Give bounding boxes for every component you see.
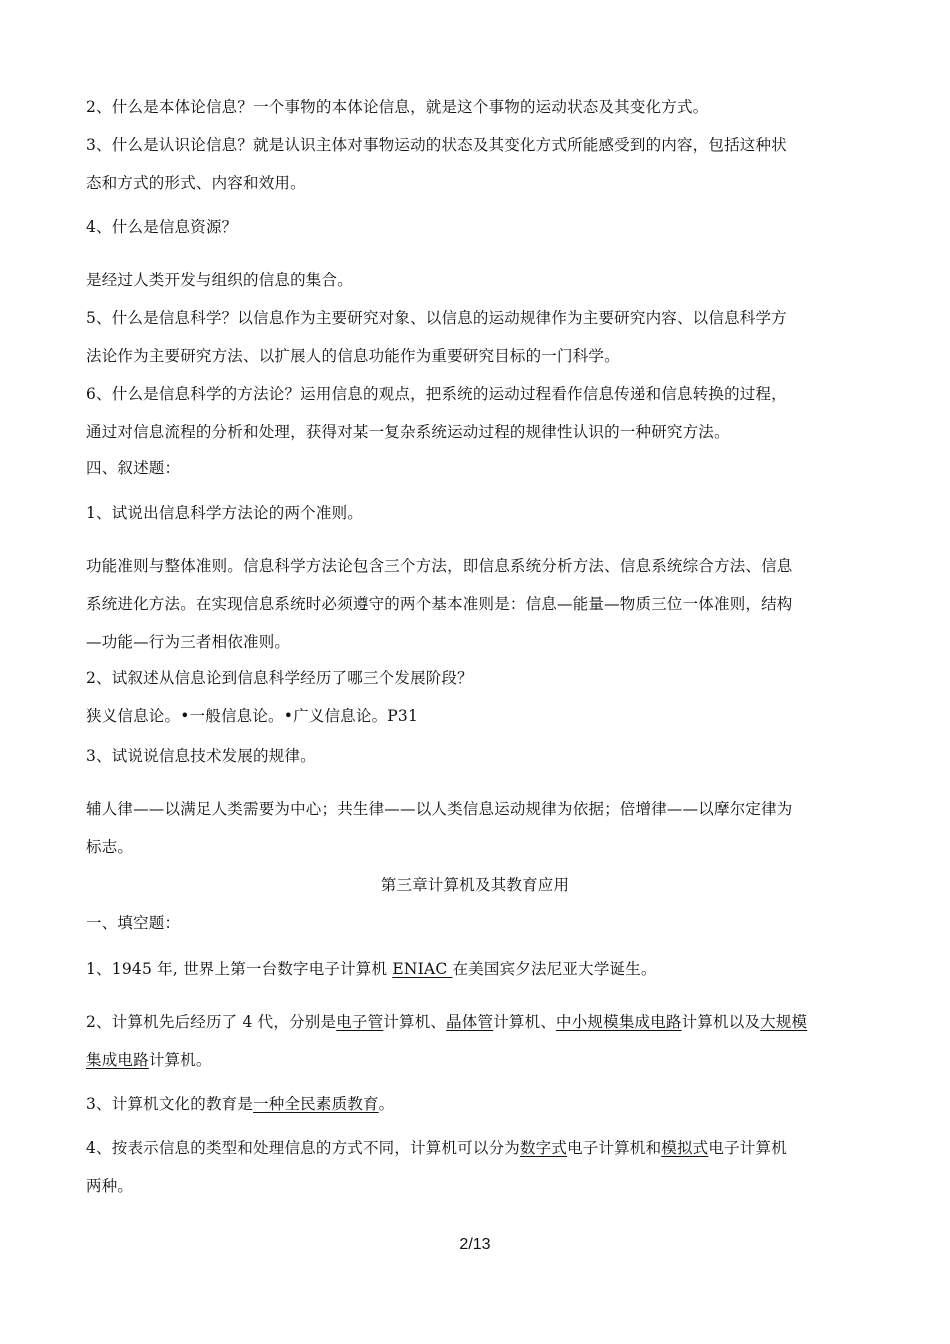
section-heading-fill: 一、填空题： [86,914,181,932]
essay-a1-line-3: —功能—行为三者相依准则。 [86,633,291,651]
fill-q3-text-1: 3、计算机文化的教育是 [86,1095,254,1113]
fill-q4-line-1 [86,1129,866,1167]
q4-question: 4、什么是信息资源？ [86,218,238,236]
fill-q2-text-4: 计算机以及 [681,1013,761,1031]
essay-a3-line-2: 标志。 [86,838,134,856]
q5-line-2: 法论作为主要研究方法、以扩展人的信息功能作为重要研究目标的一门科学。 [86,347,620,365]
fill-q2-answer-2: 晶体管 [446,1013,494,1031]
essay-q2: 2、试叙述从信息论到信息科学经历了哪三个发展阶段？ [86,669,473,687]
q3-line-2: 态和方式的形式、内容和效用。 [86,174,306,192]
fill-q2-text-3: 计算机、 [493,1013,557,1031]
q4-answer: 是经过人类开发与组织的信息的集合。 [86,271,353,289]
fill-q4-text-3: 电子计算机 [708,1139,787,1157]
essay-q1: 1、试说出信息科学方法论的两个准则。 [86,504,363,522]
essay-a2: 狭义信息论。•一般信息论。•广义信息论。P31 [86,707,419,725]
fill-q2-line-2 [86,1041,866,1079]
fill-q2-text-5: 计算机。 [148,1051,212,1069]
fill-q4-line-2: 两种。 [86,1177,134,1195]
fill-q3-text-2: 。 [378,1095,395,1113]
fill-q2-answer-3: 中小规模集成电路 [556,1013,682,1031]
essay-a1-line-2: 系统进化方法。在实现信息系统时必须遵守的两个基本准则是：信息—能量—物质三位一体准则，结构 [86,595,793,613]
fill-q1-answer: ENIAC [392,960,453,978]
essay-q3: 3、试说说信息技术发展的规律。 [86,747,316,765]
q3-line-1: 3、什么是认识论信息？就是认识主体对事物运动的状态及其变化方式所能感受到的内容，包括这种状 [86,136,787,154]
essay-a1-line-1: 功能准则与整体准则。信息科学方法论包含三个方法，即信息系统分析方法、信息系统综合方法、信息 [86,557,793,575]
fill-q3-answer: 一种全民素质教育 [253,1095,379,1113]
section-heading-essay: 四、叙述题： [86,459,181,477]
fill-q4-answer-1: 数字式 [519,1139,568,1157]
chapter-title: 第三章计算机及其教育应用 [380,876,570,894]
page-number: 2/13 [459,1236,491,1253]
fill-q4-text-1: 4、按表示信息的类型和处理信息的方式不同，计算机可以分为 [86,1139,520,1157]
fill-q2-answer-4b: 集成电路 [86,1051,149,1069]
fill-q2-text-2: 计算机、 [383,1013,447,1031]
fill-q2-answer-1: 电子管 [336,1013,384,1031]
essay-a3-line-1: 辅人律——以满足人类需要为中心；共生律——以人类信息运动规律为依据；倍增律——以摩尔定律为 [86,800,793,818]
q6-line-2: 通过对信息流程的分析和处理，获得对某一复杂系统运动过程的规律性认识的一种研究方法。 [86,423,730,441]
fill-q1-text-1: 1、1945 年, 世界上第一台数字电子计算机 [86,960,393,978]
q2-line: 2、什么是本体论信息？一个事物的本体论信息，就是这个事物的运动状态及其变化方式。 [86,98,709,116]
q6-line-1: 6、什么是信息科学的方法论？运用信息的观点，把系统的运动过程看作信息传递和信息转换的过程， [86,385,787,403]
fill-q4-answer-2: 模拟式 [661,1139,709,1157]
fill-q4-text-2: 电子计算机和 [567,1139,662,1157]
fill-q1-text-2: 在美国宾夕法尼亚大学诞生。 [452,960,657,978]
fill-q1 [86,950,866,988]
q5-line-1: 5、什么是信息科学？以信息作为主要研究对象、以信息的运动规律作为主要研究内容、以信息科学方 [86,309,787,327]
fill-q3 [86,1085,866,1123]
fill-q2-text-1: 2、计算机先后经历了 4 代，分别是 [86,1013,337,1031]
fill-q2-line-1 [86,1003,866,1041]
fill-q2-answer-4a: 大规模 [760,1013,808,1031]
